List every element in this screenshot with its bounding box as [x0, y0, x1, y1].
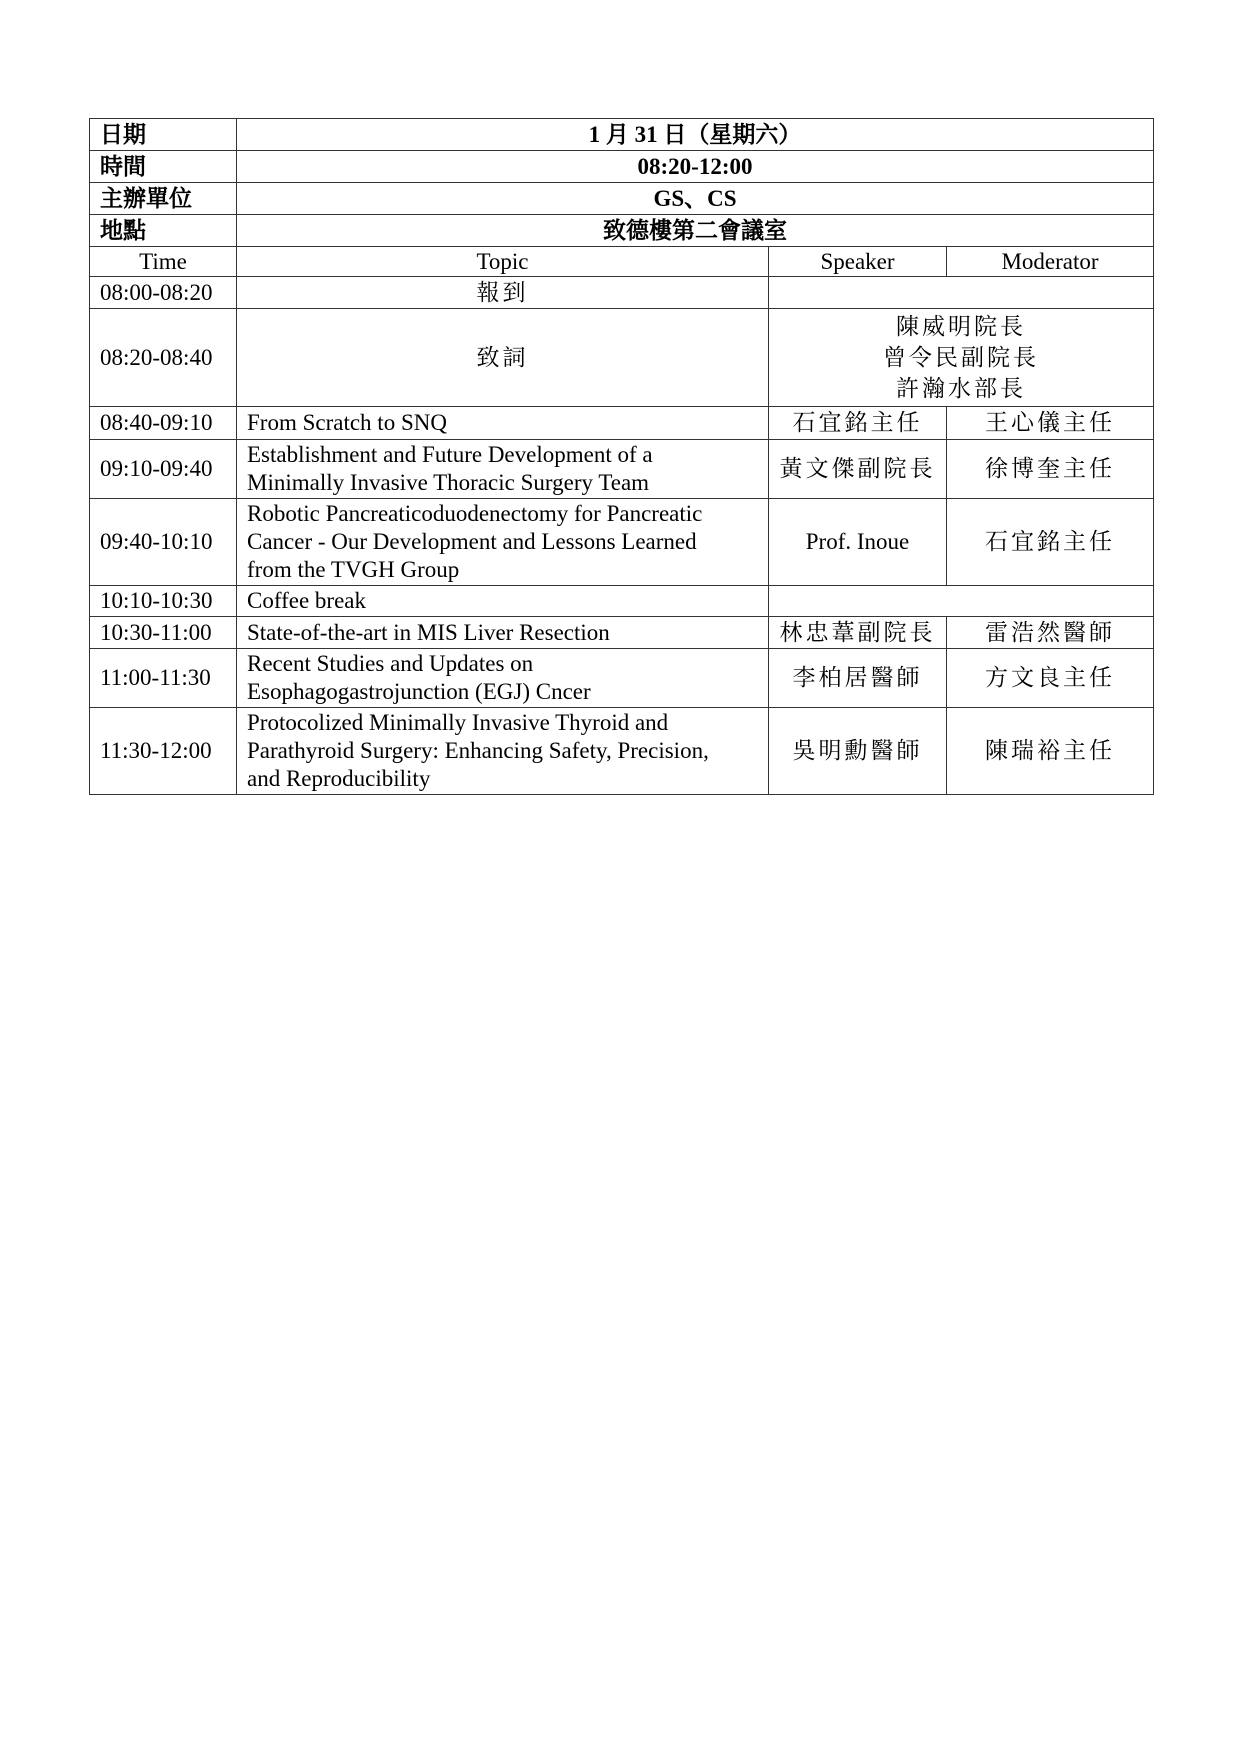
table-row: [90, 277, 1154, 309]
session-time: 09:40-10:10: [90, 499, 237, 586]
header-time: Time: [90, 247, 237, 277]
session-time: 08:00-08:20: [90, 277, 237, 309]
opening-speakers: [769, 309, 1154, 407]
header-moderator: Moderator: [947, 247, 1154, 277]
time-label: 時間: [90, 151, 237, 183]
session-speaker: Prof. Inoue: [769, 499, 947, 586]
table-row: [90, 586, 1154, 617]
info-row-time: [90, 151, 1154, 183]
organizer-value: GS、CS: [237, 183, 1154, 215]
session-people-empty: [769, 277, 1154, 309]
session-topic: 致詞: [237, 309, 769, 407]
session-moderator: 方文良主任: [947, 649, 1154, 708]
topic-line: Esophagogastrojunction (EGJ) Cncer: [247, 679, 591, 704]
session-topic: From Scratch to SNQ: [237, 407, 769, 440]
session-time: 08:40-09:10: [90, 407, 237, 440]
date-label: 日期: [90, 119, 237, 151]
session-topic: Coffee break: [237, 586, 769, 617]
topic-line: Minimally Invasive Thoracic Surgery Team: [247, 470, 650, 495]
table-row: [90, 440, 1154, 499]
table-row: [90, 309, 1154, 407]
location-label: 地點: [90, 215, 237, 247]
topic-line: Establishment and Future Development of a: [247, 442, 653, 467]
time-value: 08:20-12:00: [237, 151, 1154, 183]
session-topic: [237, 499, 769, 586]
opening-speaker: 陳威明院長: [896, 314, 1027, 339]
session-topic: [237, 440, 769, 499]
session-topic: State-of-the-art in MIS Liver Resection: [237, 617, 769, 649]
session-moderator: 徐博奎主任: [947, 440, 1154, 499]
session-time: 08:20-08:40: [90, 309, 237, 407]
session-topic: [237, 708, 769, 795]
session-topic: [237, 649, 769, 708]
opening-speaker: 曾令民副院長: [883, 345, 1040, 370]
info-row-location: [90, 215, 1154, 247]
topic-line: Protocolized Minimally Invasive Thyroid and: [247, 710, 669, 735]
info-row-organizer: [90, 183, 1154, 215]
session-speaker: 黃文傑副院長: [769, 440, 947, 499]
location-value: 致德樓第二會議室: [237, 215, 1154, 247]
table-row: [90, 407, 1154, 440]
topic-line: Parathyroid Surgery: Enhancing Safety, Precision,: [247, 738, 709, 763]
session-time: 11:00-11:30: [90, 649, 237, 708]
session-time: 10:30-11:00: [90, 617, 237, 649]
session-moderator: 石宜銘主任: [947, 499, 1154, 586]
session-time: 09:10-09:40: [90, 440, 237, 499]
header-topic: Topic: [237, 247, 769, 277]
column-header-row: [90, 247, 1154, 277]
session-time: 10:10-10:30: [90, 586, 237, 617]
topic-line: Robotic Pancreaticoduodenectomy for Pancreatic: [247, 501, 703, 526]
info-row-date: [90, 119, 1154, 151]
session-moderator: 陳瑞裕主任: [947, 708, 1154, 795]
session-speaker: 石宜銘主任: [769, 407, 947, 440]
table-row: [90, 617, 1154, 649]
header-speaker: Speaker: [769, 247, 947, 277]
topic-line: from the TVGH Group: [247, 557, 460, 582]
date-value: 1 月 31 日（星期六）: [237, 119, 1154, 151]
session-people-empty: [769, 586, 1154, 617]
schedule-table: [89, 118, 1154, 795]
session-moderator: 王心儀主任: [947, 407, 1154, 440]
topic-line: Recent Studies and Updates on: [247, 651, 534, 676]
session-topic: 報到: [237, 277, 769, 309]
table-row: [90, 649, 1154, 708]
topic-line: Cancer - Our Development and Lessons Learned: [247, 529, 697, 554]
session-speaker: 李柏居醫師: [769, 649, 947, 708]
table-row: [90, 708, 1154, 795]
session-speaker: 林忠葦副院長: [769, 617, 947, 649]
table-row: [90, 499, 1154, 586]
topic-line: and Reproducibility: [247, 766, 431, 791]
session-moderator: 雷浩然醫師: [947, 617, 1154, 649]
organizer-label: 主辦單位: [90, 183, 237, 215]
session-speaker: 吳明勳醫師: [769, 708, 947, 795]
session-time: 11:30-12:00: [90, 708, 237, 795]
opening-speaker: 許瀚水部長: [896, 376, 1027, 401]
